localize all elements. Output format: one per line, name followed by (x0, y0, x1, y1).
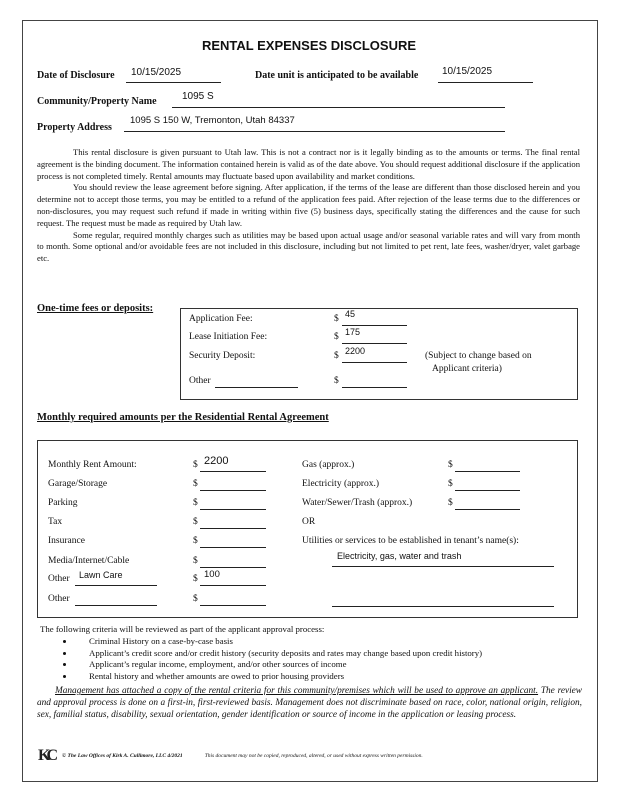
criteria-item: • Rental history and whether amounts are owed to prior housing providers (75, 671, 482, 683)
currency-sign: $ (193, 574, 198, 584)
utilities-line-2 (332, 606, 554, 607)
criteria-item: • Applicant’s regular income, employment, and/or other sources of income (75, 659, 482, 671)
currency-sign: $ (193, 479, 198, 489)
available-date-label: Date unit is anticipated to be available (255, 70, 419, 81)
management-rest: The review and approval process is done on a first-in, first-reviewed basis. Management does not discriminate based on race, color, national origin, religion, sex, familial status, disability, sexual orientation, gender identification or source of income in the application or leasing process. (37, 686, 583, 720)
community-field[interactable]: 1095 S (182, 91, 214, 102)
amount-line (200, 605, 266, 606)
other-line (75, 585, 157, 586)
utilities-field[interactable]: Electricity, gas, water and trash (337, 551, 462, 561)
fee-line (342, 343, 407, 344)
fee-label: Lease Initiation Fee: (189, 332, 268, 342)
management-statement (37, 686, 582, 721)
monthly-amount-field[interactable]: 100 (204, 569, 220, 580)
footer-copyright: © The Law Offices of Kirk A. Cullimore, LLC 4/2021 (62, 753, 183, 759)
deposit-note: (Subject to change based on (425, 351, 532, 361)
monthly-label: Other (48, 594, 70, 604)
utility-amount-line (455, 471, 520, 472)
currency-sign: $ (334, 351, 339, 361)
utilities-label: Utilities or services to be established in tenant’s name(s): (302, 536, 519, 546)
monthly-label: Monthly Rent Amount: (48, 460, 137, 470)
monthly-label: Other (48, 574, 70, 584)
address-field[interactable]: 1095 S 150 W, Tremonton, Utah 84337 (130, 115, 295, 126)
fee-line (342, 387, 407, 388)
criteria-section (40, 624, 482, 683)
available-date-field[interactable]: 10/15/2025 (442, 66, 493, 77)
monthly-label: Garage/Storage (48, 479, 108, 489)
currency-sign: $ (334, 376, 339, 386)
page-title: RENTAL EXPENSES DISCLOSURE (201, 38, 417, 53)
fee-label: Other (189, 376, 211, 386)
management-underlined: Management has attached a copy of the rental criteria for this community/premises which will be used to approve an applicant. (55, 686, 539, 696)
logo: KC (38, 747, 54, 764)
amount-line (200, 509, 266, 510)
currency-sign: $ (448, 460, 453, 470)
utility-label: Gas (approx.) (302, 460, 355, 470)
amount-line (200, 585, 266, 586)
criteria-item: • Criminal History on a case-by-case basis (75, 636, 482, 648)
currency-sign: $ (193, 498, 198, 508)
other-fee-line (215, 387, 298, 388)
footer-notice: This document may not be copied, reproduced, altered, or used without express written permission. (204, 753, 423, 759)
currency-sign: $ (334, 332, 339, 342)
fee-line (342, 325, 407, 326)
other-line (75, 605, 157, 606)
one-time-heading: One-time fees or deposits: (37, 303, 154, 314)
amount-line (200, 567, 266, 568)
date-of-disclosure-label: Date of Disclosure (37, 70, 115, 81)
currency-sign: $ (193, 460, 198, 470)
address-label: Property Address (37, 122, 112, 133)
amount-line (200, 471, 266, 472)
paragraph: You should review the lease agreement before signing. After application, if the terms of the lease are different than those disclosed herein and you determine not to accept those terms, you may be entitled to a refund of the application fees paid. After rejection of the lease terms due to the differences or non-disclosures, you may request such refund if made in writing within five (5) business days, specifically stating the differences and the cause for such request. The request must be made as required by Utah law. (37, 182, 580, 228)
fee-label: Application Fee: (189, 314, 253, 324)
monthly-label: Parking (48, 498, 78, 508)
currency-sign: $ (193, 556, 198, 566)
utility-label: Electricity (approx.) (302, 479, 380, 489)
criteria-item: • Applicant’s credit score and/or credit history (security deposits and rates may change based upon credit history) (75, 648, 482, 660)
date-of-disclosure-field[interactable]: 10/15/2025 (131, 67, 182, 78)
monthly-label: Tax (48, 517, 63, 527)
amount-line (200, 528, 266, 529)
fee-value-field[interactable]: 175 (345, 327, 361, 337)
deposit-note-2: Applicant criteria) (432, 364, 502, 374)
amount-line (200, 490, 266, 491)
criteria-intro: The following criteria will be reviewed as part of the applicant approval process: (40, 624, 325, 634)
currency-sign: $ (193, 536, 198, 546)
utility-label: Water/Sewer/Trash (approx.) (302, 498, 413, 508)
other-description-field[interactable]: Lawn Care (79, 570, 123, 580)
monthly-heading: Monthly required amounts per the Residential Rental Agreement (37, 412, 329, 423)
amount-line (200, 547, 266, 548)
fee-value-field[interactable]: 45 (345, 309, 356, 319)
or-label: OR (302, 517, 316, 527)
currency-sign: $ (193, 594, 198, 604)
currency-sign: $ (448, 479, 453, 489)
utility-amount-line (455, 509, 520, 510)
paragraph: This rental disclosure is given pursuant to Utah law. This is not a contract nor is it legally binding as to the amounts or terms. The final rental agreement is the binding document. The information contained herein is valid as of the date above. You should request additional disclosure if the application process is not completed timely. Rental amounts may fluctuate based upon availability and market conditions. (37, 147, 580, 181)
footer (38, 747, 423, 765)
disclosure-text (37, 147, 580, 265)
monthly-label: Media/Internet/Cable (48, 556, 130, 566)
utilities-line (332, 566, 554, 567)
currency-sign: $ (448, 498, 453, 508)
utility-amount-line (455, 490, 520, 491)
currency-sign: $ (193, 517, 198, 527)
currency-sign: $ (334, 314, 339, 324)
fee-label: Security Deposit: (189, 351, 256, 361)
fee-line (342, 362, 407, 363)
monthly-amount-field[interactable]: 2200 (204, 455, 229, 467)
monthly-label: Insurance (48, 536, 85, 546)
paragraph: Some regular, required monthly charges such as utilities may be based upon actual usage and/or seasonal variable rates and will vary from month to month. Some optional and/or avoidable fees are not included in this disclosure, including but not limited to pet rent, late fees, washer/dryer, valet garbage etc. (37, 229, 580, 264)
fee-value-field[interactable]: 2200 (345, 346, 366, 356)
community-label: Community/Property Name (37, 96, 157, 107)
